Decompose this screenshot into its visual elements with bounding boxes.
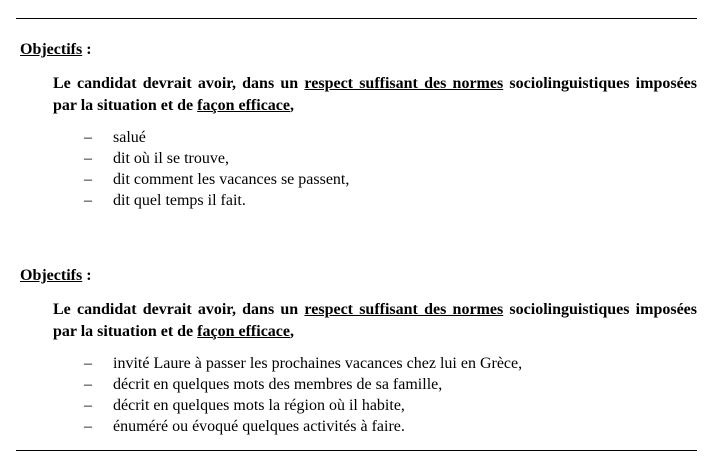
- intro-text: Le candidat devrait avoir, dans un: [53, 301, 305, 318]
- dash-bullet: –: [84, 355, 92, 372]
- intro-text: sociolinguistiques imposées par la situation et de: [53, 301, 697, 340]
- list-item: [20, 353, 697, 374]
- objectives-section-1: [20, 39, 697, 211]
- intro-text: ,: [290, 97, 294, 114]
- intro-underlined-text: respect suffisant des normes: [304, 75, 504, 92]
- dash-bullet: –: [84, 397, 92, 414]
- list-item-text: décrit en quelques mots la région où il habite,: [113, 397, 405, 414]
- list-item-text: énuméré ou évoqué quelques activités à faire.: [113, 418, 405, 435]
- intro-text: Le candidat devrait avoir, dans un: [53, 75, 305, 92]
- list-item-text: dit quel temps il fait.: [113, 192, 246, 209]
- objectives-list: [20, 127, 697, 211]
- dash-bullet: –: [84, 418, 92, 435]
- dash-bullet: –: [84, 150, 92, 167]
- bottom-rule: [16, 450, 697, 451]
- dash-bullet: –: [84, 376, 92, 393]
- list-item: [20, 148, 697, 169]
- list-item-text: invité Laure à passer les prochaines vacances chez lui en Grèce,: [113, 355, 523, 372]
- list-item: [20, 190, 697, 211]
- section-heading: [20, 39, 697, 61]
- objectives-section-2: [20, 265, 697, 437]
- intro-text: ,: [290, 323, 294, 340]
- top-rule: [16, 18, 697, 19]
- intro-underlined-text: respect suffisant des normes: [304, 301, 504, 318]
- intro-underlined-text: façon efficace: [197, 97, 290, 114]
- intro-underlined-text: façon efficace: [197, 323, 290, 340]
- dash-bullet: –: [84, 171, 92, 188]
- dash-bullet: –: [84, 192, 92, 209]
- list-item-text: décrit en quelques mots des membres de sa famille,: [113, 376, 443, 393]
- heading-word: Objectifs: [20, 267, 83, 284]
- list-item-text: salué: [113, 129, 146, 146]
- objectives-list: [20, 353, 697, 437]
- list-item-text: dit où il se trouve,: [113, 150, 229, 167]
- list-item: [20, 416, 697, 437]
- section-heading: [20, 265, 697, 287]
- intro-paragraph: [53, 73, 697, 117]
- list-item: [20, 169, 697, 190]
- list-item-text: dit comment les vacances se passent,: [113, 171, 350, 188]
- list-item: [20, 127, 697, 148]
- heading-suffix: :: [82, 267, 92, 284]
- heading-word: Objectifs: [20, 41, 83, 58]
- list-item: [20, 395, 697, 416]
- dash-bullet: –: [84, 129, 92, 146]
- intro-paragraph: [53, 299, 697, 343]
- heading-suffix: :: [82, 41, 92, 58]
- intro-text: sociolinguistiques imposées par la situation et de: [53, 75, 697, 114]
- list-item: [20, 374, 697, 395]
